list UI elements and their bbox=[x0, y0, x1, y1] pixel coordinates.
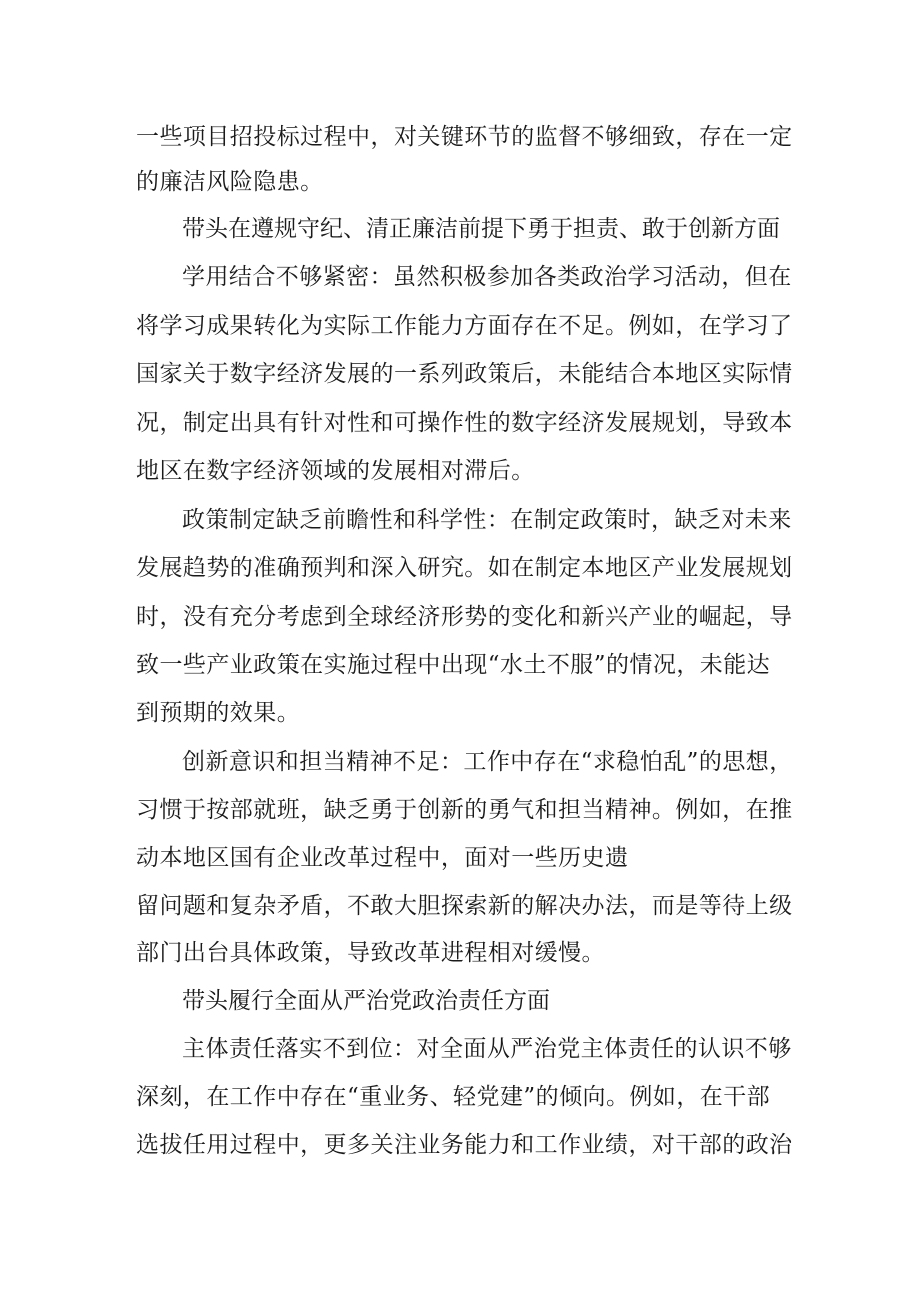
text-line: 发展趋势的准确预判和深入研究。如在制定本地区产业发展规划 bbox=[136, 555, 793, 581]
text-line: 习惯于按部就班，缺乏勇于创新的勇气和担当精神。例如，在推 bbox=[136, 797, 793, 823]
section-heading: 带头在遵规守纪、清正廉洁前提下勇于担责、敢于创新方面 bbox=[182, 216, 780, 242]
text-line: 主体责任落实不到位：对全面从严治党主体责任的认识不够 bbox=[182, 1036, 792, 1062]
text-line: 深刻，在工作中存在“重业务、轻党建”的倾向。例如，在干部 bbox=[136, 1084, 771, 1110]
text-line: 创新意识和担当精神不足：工作中存在“求稳怕乱”的思想， bbox=[182, 749, 793, 775]
text-line: 动本地区国有企业改革过程中，面对一些历史遗 bbox=[136, 845, 629, 871]
text-line: 选拔任用过程中，更多关注业务能力和工作业绩，对干部的政治 bbox=[136, 1132, 793, 1158]
text-line: 时，没有充分考虑到全球经济形势的变化和新兴产业的崛起，导 bbox=[136, 604, 793, 630]
text-line: 地区在数字经济领域的发展相对滞后。 bbox=[136, 458, 535, 484]
text-line: 一些项目招投标过程中，对关键环节的监督不够细致，存在一定 bbox=[136, 124, 793, 150]
text-line: 部门出台具体政策，导致改革进程相对缓慢。 bbox=[136, 940, 605, 966]
text-line: 的廉洁风险隐患。 bbox=[136, 169, 324, 195]
text-line: 况，制定出具有针对性和可操作性的数字经济发展规划，导致本 bbox=[136, 410, 793, 436]
text-line: 国家关于数字经济发展的一系列政策后，未能结合本地区实际情 bbox=[136, 361, 793, 387]
section-heading: 带头履行全面从严治党政治责任方面 bbox=[182, 988, 550, 1014]
text-line: 政策制定缺乏前瞻性和科学性：在制定政策时，缺乏对未来 bbox=[182, 507, 792, 533]
text-line: 将学习成果转化为实际工作能力方面存在不足。例如，在学习了 bbox=[136, 313, 793, 339]
text-line: 学用结合不够紧密：虽然积极参加各类政治学习活动，但在 bbox=[182, 264, 792, 290]
text-line: 留问题和复杂矛盾，不敢大胆探索新的解决办法，而是等待上级 bbox=[136, 893, 793, 919]
text-line: 到预期的效果。 bbox=[136, 700, 301, 726]
text-line: 致一些产业政策在实施过程中出现“水土不服”的情况，未能达 bbox=[136, 652, 771, 678]
